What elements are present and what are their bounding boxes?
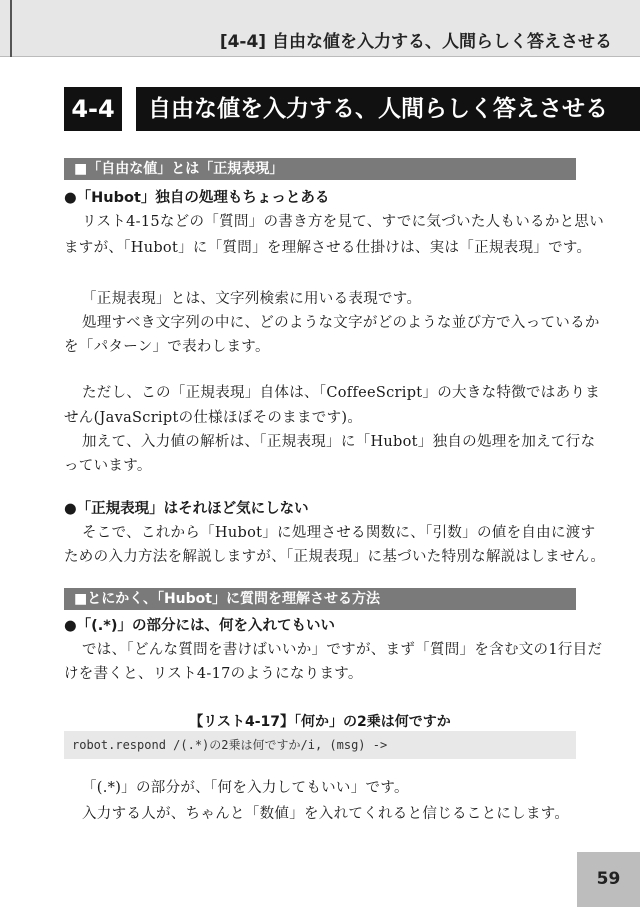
paragraph-line: そこで、これから「Hubot」に処理させる関数に、「引数」の値を自由に渡す	[82, 525, 596, 541]
running-header	[0, 0, 640, 57]
section-heading-hubot-method: ■とにかく、「Hubot」に質問を理解させる方法	[64, 588, 576, 610]
chapter-heading: 自由な値を入力する、人間らしく答えさせる	[136, 87, 640, 131]
subheading-regex-note: ●「正規表現」はそれほど気にしない	[64, 501, 309, 517]
page-number: 59	[577, 852, 640, 907]
paragraph-line: 入力する人が、ちゃんと「数値」を入れてくれると信じることにします。	[82, 806, 570, 822]
paragraph-line: ための入力方法を解説しますが、「正規表現」に基づいた特別な解説はしません。	[64, 549, 606, 565]
code-listing: robot.respond /(.*)の2乗は何ですか/i, (msg) ->	[64, 731, 576, 759]
paragraph-line: 加えて、入力値の解析は、「正規表現」に「Hubot」独自の処理を加えて行な	[82, 434, 596, 450]
subheading-hubot-processing: ●「Hubot」独自の処理もちょっとある	[64, 190, 330, 206]
chapter-number: 4-4	[64, 87, 122, 131]
header-divider	[10, 0, 12, 57]
paragraph-line: ますが、「Hubot」に「質問」を理解させる仕掛けは、実は「正規表現」です。	[64, 240, 592, 256]
listing-caption: 【リスト4-17】「何か」の2乗は何ですか	[189, 714, 451, 730]
paragraph-line: 「(.*)」の部分が、「何を入力してもいい」です。	[82, 780, 409, 796]
paragraph-line: ただし、この「正規表現」自体は、「CoffeeScript」の大きな特徴ではありま	[82, 385, 600, 401]
section-heading-regex: ■「自由な値」とは「正規表現」	[64, 158, 576, 180]
paragraph-line: 処理すべき文字列の中に、どのような文字がどのような並び方で入っているか	[82, 315, 600, 331]
paragraph-line: リスト4-15などの「質問」の書き方を見て、すでに気づいた人もいるかと思い	[82, 214, 605, 230]
paragraph-line: では、「どんな質問を書けばいいか」ですが、まず「質問」を含む文の1行目だ	[82, 642, 603, 658]
paragraph-line: 「正規表現」とは、文字列検索に用いる表現です。	[82, 291, 422, 307]
paragraph-line: せん(JavaScriptの仕様ほぼそのままです)。	[64, 410, 363, 426]
paragraph-line: を「パターン」で表わします。	[64, 339, 270, 355]
subheading-wildcard: ●「(.*)」の部分には、何を入れてもいい	[64, 618, 335, 634]
running-title: [4-4] 自由な値を入力する、人間らしく答えさせる	[219, 32, 612, 52]
paragraph-line: っています。	[64, 458, 152, 474]
paragraph-line: けを書くと、リスト4-17のようになります。	[64, 666, 363, 682]
